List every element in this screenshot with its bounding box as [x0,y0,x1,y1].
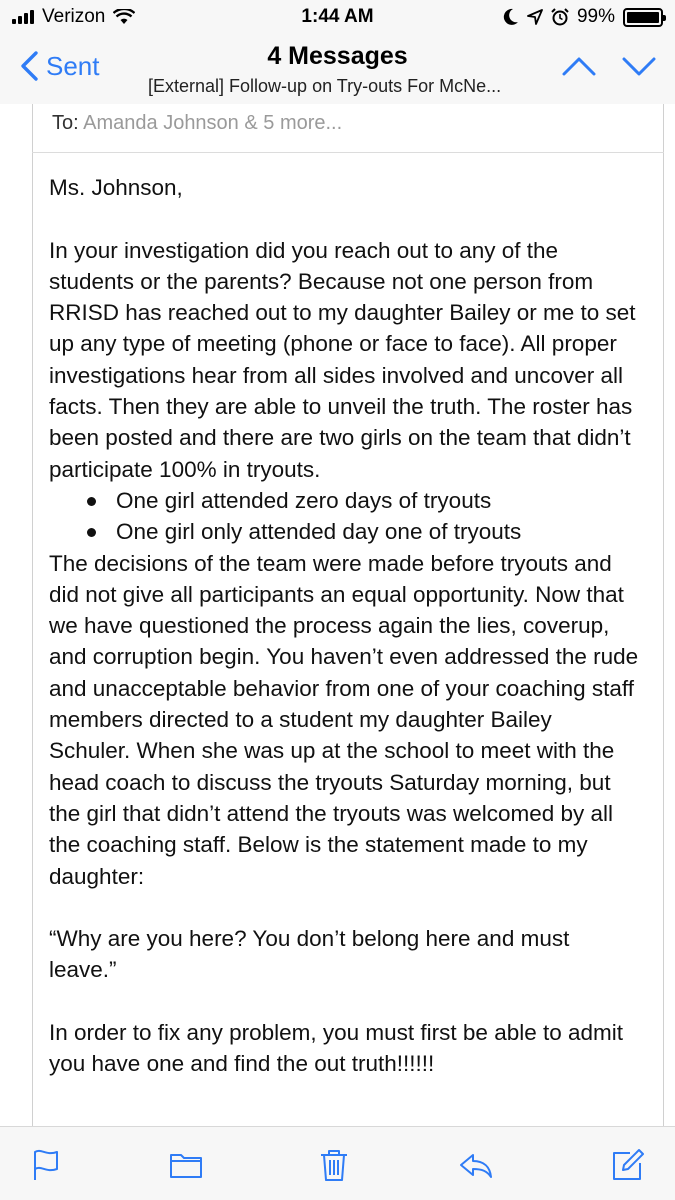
quote: “Why are you here? You don’t belong here and must leave.” [49,926,570,983]
chevron-up-icon[interactable] [561,54,597,78]
reply-button[interactable] [456,1145,496,1185]
battery-icon [623,8,663,27]
thread-title: 4 Messages [267,42,408,70]
back-button-label: Sent [46,50,100,81]
message-area[interactable] [0,104,675,1126]
flag-icon [28,1147,64,1183]
trash-button[interactable] [314,1145,354,1185]
email-body [49,172,639,1080]
battery-fill [627,12,659,23]
nav-bar [0,36,675,104]
reply-icon [458,1147,494,1183]
body-paragraph-1: In your investigation did you reach out to any of the students or the parents? Because not one person from RRISD has reached out to my daughter Bailey or me to set up any type of meeting (phone or face to face). All proper investigations hear from all sides involved and uncover all facts. Then they are able to unveil the truth. The roster has been posted and there are two girls on the team that didn’t participate 100% in tryouts. [49,237,636,482]
status-right [503,6,663,28]
battery-percent: 99% [576,6,615,27]
compose-button[interactable] [608,1145,648,1185]
compose-icon [610,1147,646,1183]
paragraph-gap [49,892,639,923]
greeting: Ms. Johnson, [49,175,183,200]
carrier-name: Verizon [42,6,106,27]
body-paragraph-3: In order to fix any problem, you must first be able to admit you have one and find the out truth!!!!!! [49,1020,624,1077]
alarm-icon [551,8,569,26]
status-bar [0,0,675,36]
flag-button[interactable] [26,1145,66,1185]
to-label: To: [52,112,79,134]
bottom-toolbar [0,1126,675,1200]
thread-subject: [External] Follow-up on Try-outs For McNe... [148,76,502,96]
folder-icon [168,1147,204,1183]
chevron-down-icon[interactable] [621,54,657,78]
body-paragraph-2: The decisions of the team were made before tryouts and did not give all participants an equal opportunity. Now that we have questioned the process again the lies, coverup, and corruption begin. You haven’t even addressed the rude and unacceptable behavior from one of your coaching staff members directed to a student my daughter Bailey Schuler. When she was up at the school to meet with the head coach to discuss the tryouts Saturday morning, but the girl that didn’t attend the tryouts was welcomed by all the coaching staff. Below is the statement made to my daughter: [49,550,639,889]
paragraph-gap [49,986,639,1017]
move-to-folder-button[interactable] [166,1145,206,1185]
status-time: 1:44 AM [301,6,374,27]
bullet-list [49,485,639,548]
paragraph-gap [49,203,639,234]
header-divider [32,152,664,153]
location-icon [527,9,543,25]
trash-icon [316,1147,352,1183]
message-navigation [561,54,657,78]
recipients[interactable]: Amanda Johnson & 5 more... [83,112,343,134]
moon-icon [503,8,519,26]
bullet-item: One girl attended zero days of tryouts [87,485,639,516]
bullet-item: One girl only attended day one of tryouts [87,516,639,547]
recipients-line[interactable] [52,112,342,135]
